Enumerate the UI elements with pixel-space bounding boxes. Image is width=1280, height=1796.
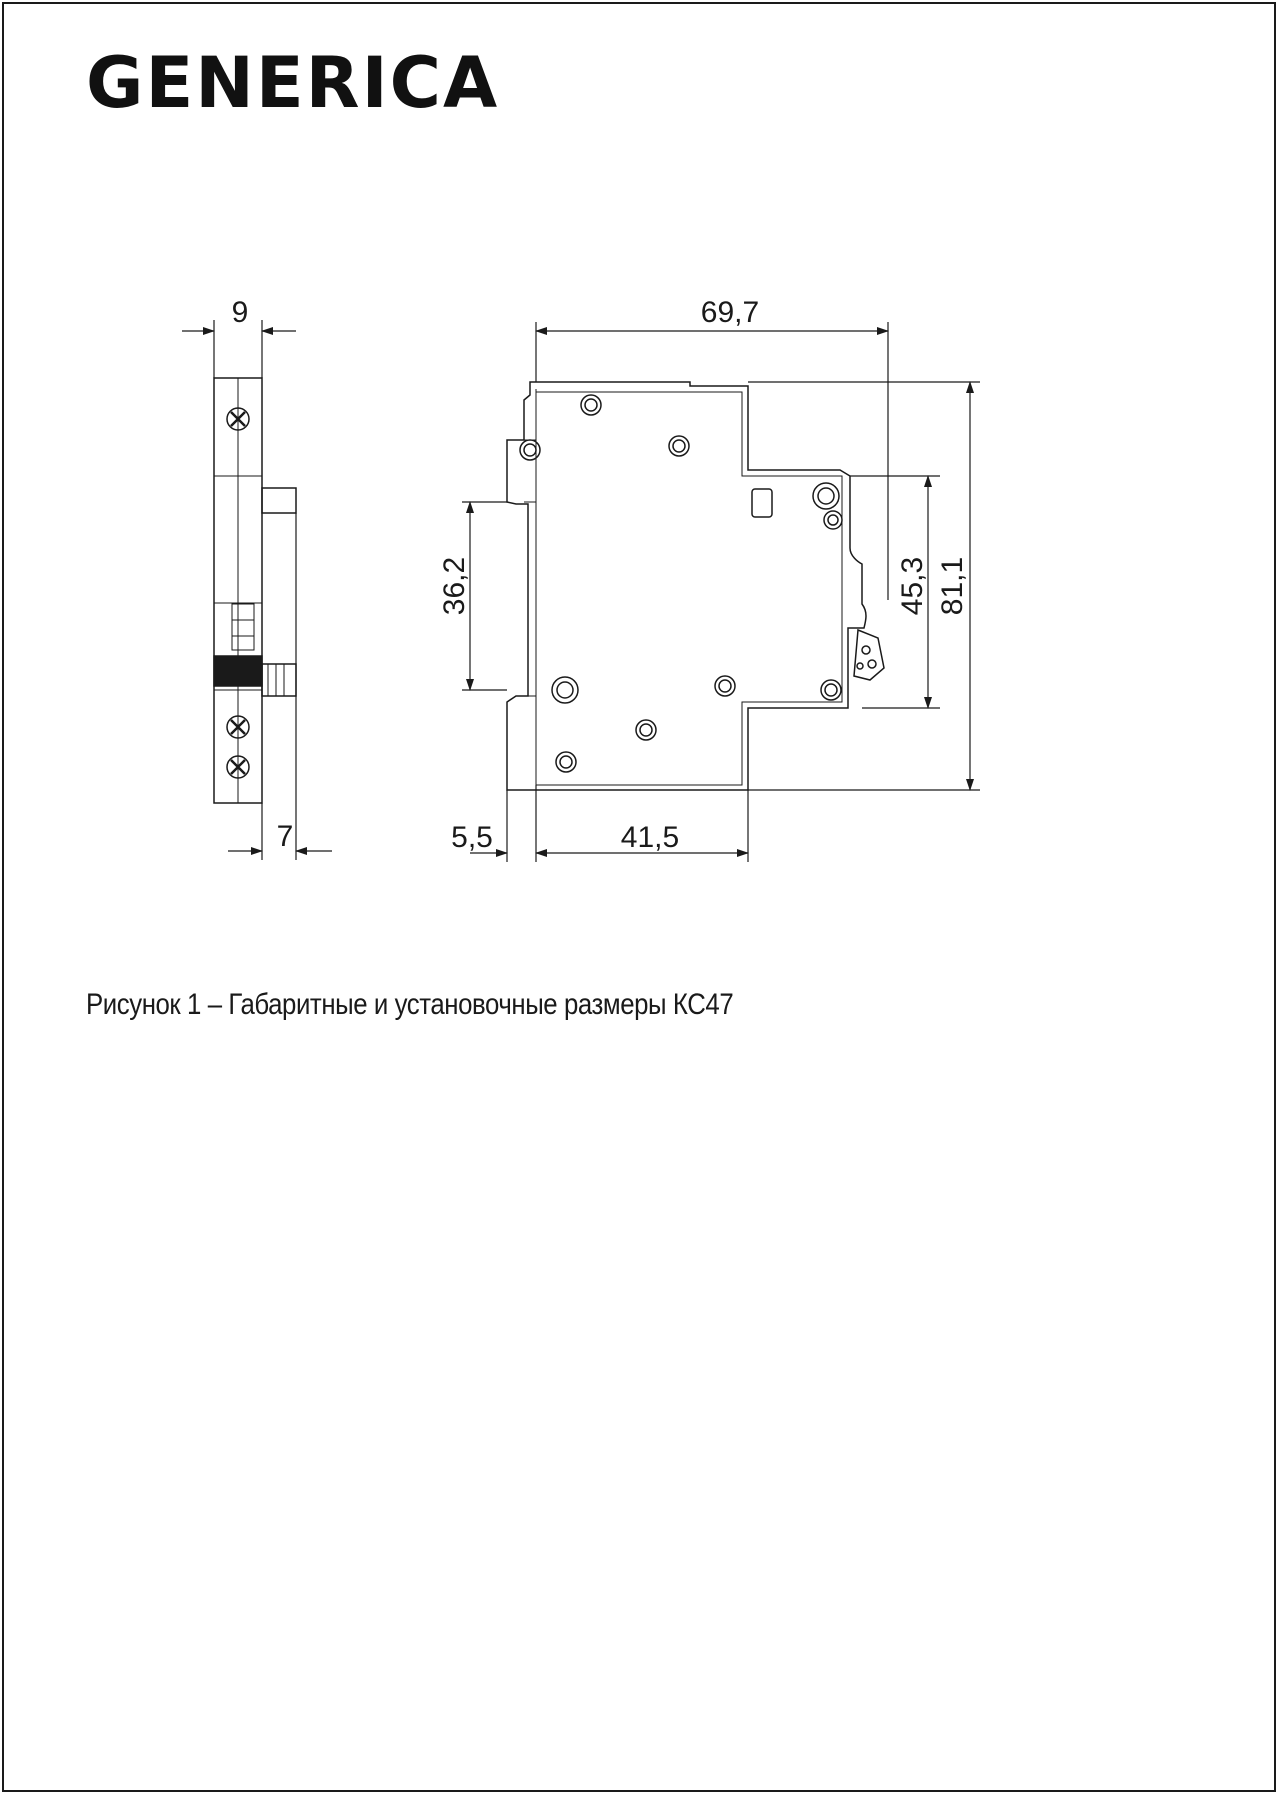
dim-side-width: 9: [231, 296, 249, 329]
rivet-icon: [636, 720, 656, 740]
side-view-dimensions: [182, 320, 332, 860]
front-view-outline: [507, 382, 866, 790]
rivet-icon: [520, 440, 540, 460]
side-view-clip: [214, 656, 262, 686]
dim-front-height: 45,3: [896, 556, 929, 616]
figure-caption: Рисунок 1 – Габаритные и установочные размеры КС47: [86, 988, 734, 1021]
dim-overall-width: 69,7: [700, 296, 760, 329]
front-view-handle: [752, 489, 772, 517]
dim-overall-height: 81,1: [936, 556, 969, 616]
dim-offset-bottom: 5,5: [451, 821, 493, 854]
dim-side-depth-bottom: 7: [276, 820, 294, 853]
rivet-icon: [581, 395, 601, 415]
front-view: [507, 382, 884, 790]
side-view-lever: [262, 488, 296, 513]
side-view: [214, 378, 296, 803]
rivet-icon: [824, 511, 842, 529]
rivet-icon: [669, 436, 689, 456]
rivet-icon: [821, 680, 841, 700]
brand-logo: GENERICA: [86, 42, 500, 124]
rivet-icon: [715, 676, 735, 696]
rivet-icon: [556, 752, 576, 772]
dim-body-width-bottom: 41,5: [620, 821, 680, 854]
dim-rail-height: 36,2: [438, 556, 471, 616]
rivet-icon: [552, 677, 578, 703]
side-view-rail-clip: [262, 664, 296, 696]
terminal-detail: [854, 630, 884, 680]
rivet-icon: [813, 483, 839, 509]
